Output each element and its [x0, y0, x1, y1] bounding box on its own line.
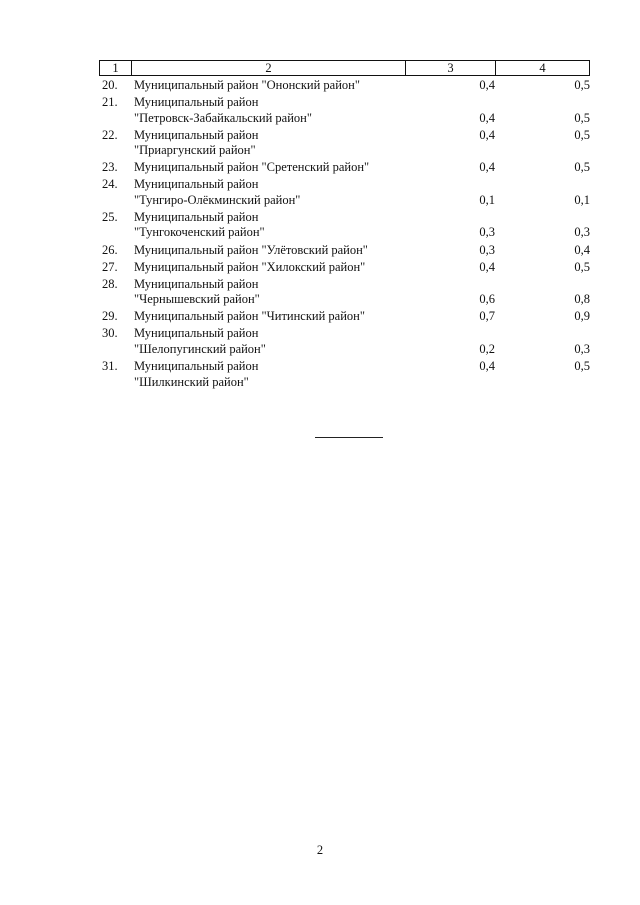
row-value-3 — [405, 95, 495, 126]
table-row — [99, 95, 590, 126]
row-name-line2: "Петровск-Забайкальский район" — [134, 110, 312, 125]
row-number: 30. — [102, 326, 118, 341]
row-number: 25. — [102, 209, 118, 224]
row-value-4 — [495, 177, 590, 208]
row-value-4-text: 0,1 — [574, 192, 590, 207]
row-value-4-text: 0,4 — [574, 242, 590, 257]
row-value-3 — [405, 260, 495, 276]
row-number: 26. — [102, 242, 118, 257]
row-value-3-text: 0,4 — [479, 160, 495, 175]
row-value-4-text: 0,8 — [574, 292, 590, 307]
table-body — [99, 78, 590, 392]
row-value-4-text: 0,3 — [574, 225, 590, 240]
row-value-3 — [405, 160, 495, 176]
row-value-4 — [495, 95, 590, 126]
row-name — [134, 277, 405, 308]
row-value-4 — [495, 78, 590, 94]
row-name-line1: Муниципальный район — [134, 359, 259, 374]
row-name — [134, 210, 405, 241]
row-value-3 — [405, 210, 495, 241]
header-col-2: 2 — [132, 61, 406, 75]
row-value-3-text: 0,3 — [479, 242, 495, 257]
row-value-3-text: 0,7 — [479, 309, 495, 324]
row-name — [134, 78, 405, 94]
row-name-line1: Муниципальный район "Ононский район" — [134, 78, 360, 92]
row-number: 27. — [102, 259, 118, 274]
row-value-4 — [495, 309, 590, 325]
page-number: 2 — [316, 843, 324, 857]
table-row — [99, 309, 590, 325]
table-row — [99, 160, 590, 176]
row-name-line1: Муниципальный район "Читинский район" — [134, 309, 365, 324]
row-value-3-text: 0,4 — [479, 78, 495, 92]
row-number: 23. — [102, 160, 118, 175]
row-name-line2: "Шелопугинский район" — [134, 341, 266, 356]
row-value-4 — [495, 160, 590, 176]
table-row — [99, 359, 590, 390]
table-row — [99, 78, 590, 94]
row-number: 24. — [102, 177, 118, 192]
row-value-4-text: 0,5 — [574, 78, 590, 92]
row-value-3 — [405, 78, 495, 94]
row-value-3 — [405, 243, 495, 259]
row-name-line2: "Чернышевский район" — [134, 292, 260, 307]
row-name — [134, 326, 405, 357]
row-name — [134, 260, 405, 276]
row-value-3-text: 0,2 — [479, 341, 495, 356]
row-name — [134, 243, 405, 259]
row-value-4 — [495, 326, 590, 357]
row-name-line1: Муниципальный район — [134, 177, 259, 192]
row-value-4-text: 0,9 — [574, 309, 590, 324]
row-number: 22. — [102, 127, 118, 142]
row-value-4 — [495, 243, 590, 259]
row-name-line1: Муниципальный район "Хилокский район" — [134, 259, 366, 274]
row-name-line2: "Тунгиро-Олёкминский район" — [134, 192, 301, 207]
row-name — [134, 128, 405, 159]
row-value-3 — [405, 326, 495, 357]
row-value-3 — [405, 277, 495, 308]
row-name-line1: Муниципальный район — [134, 326, 259, 341]
row-value-4 — [495, 277, 590, 308]
row-value-3-text: 0,6 — [479, 292, 495, 307]
row-value-3 — [405, 309, 495, 325]
row-value-3-text: 0,1 — [479, 192, 495, 207]
row-value-4-text: 0,5 — [574, 359, 590, 374]
end-of-table-divider — [315, 437, 383, 438]
row-value-3-text: 0,4 — [479, 110, 495, 125]
header-col-4: 4 — [539, 61, 546, 75]
row-value-3 — [405, 359, 495, 390]
table-row — [99, 243, 590, 259]
table-row — [99, 260, 590, 276]
row-number: 28. — [102, 276, 118, 291]
row-name — [134, 95, 405, 126]
row-name — [134, 309, 405, 325]
row-value-4 — [495, 210, 590, 241]
row-name-line1: Муниципальный район "Сретенский район" — [134, 160, 370, 175]
row-value-4 — [495, 260, 590, 276]
row-value-3-text: 0,3 — [479, 225, 495, 240]
row-number: 31. — [102, 359, 118, 374]
row-number: 20. — [102, 78, 118, 92]
row-value-4-text: 0,5 — [574, 259, 590, 274]
row-name-line1: Муниципальный район — [134, 95, 259, 110]
header-col-1: 1 — [100, 61, 132, 75]
table-row — [99, 128, 590, 159]
row-value-4-text: 0,5 — [574, 110, 590, 125]
row-value-4 — [495, 128, 590, 159]
row-value-3-text: 0,4 — [479, 359, 495, 374]
table-row — [99, 277, 590, 308]
row-name-line2: "Тунгокоченский район" — [134, 225, 265, 240]
table-row — [99, 177, 590, 208]
row-value-3 — [405, 128, 495, 159]
row-value-3 — [405, 177, 495, 208]
row-name — [134, 160, 405, 176]
row-name-line2: "Приаргунский район" — [134, 143, 256, 158]
table-row — [99, 326, 590, 357]
row-name-line1: Муниципальный район "Улётовский район" — [134, 242, 368, 257]
header-col-3: 3 — [406, 61, 496, 75]
table-header-row — [99, 60, 590, 76]
row-name-line1: Муниципальный район — [134, 276, 259, 291]
row-name-line1: Муниципальный район — [134, 127, 259, 142]
row-number: 21. — [102, 95, 118, 110]
row-value-4-text: 0,5 — [574, 160, 590, 175]
row-value-4 — [495, 359, 590, 390]
row-value-4-text: 0,3 — [574, 341, 590, 356]
table-row — [99, 210, 590, 241]
row-name — [134, 359, 405, 390]
row-number: 29. — [102, 309, 118, 324]
row-value-4-text: 0,5 — [574, 127, 590, 142]
row-name — [134, 177, 405, 208]
row-value-3-text: 0,4 — [479, 127, 495, 142]
row-name-line1: Муниципальный район — [134, 209, 259, 224]
row-value-3-text: 0,4 — [479, 259, 495, 274]
row-name-line2: "Шилкинский район" — [134, 374, 249, 389]
